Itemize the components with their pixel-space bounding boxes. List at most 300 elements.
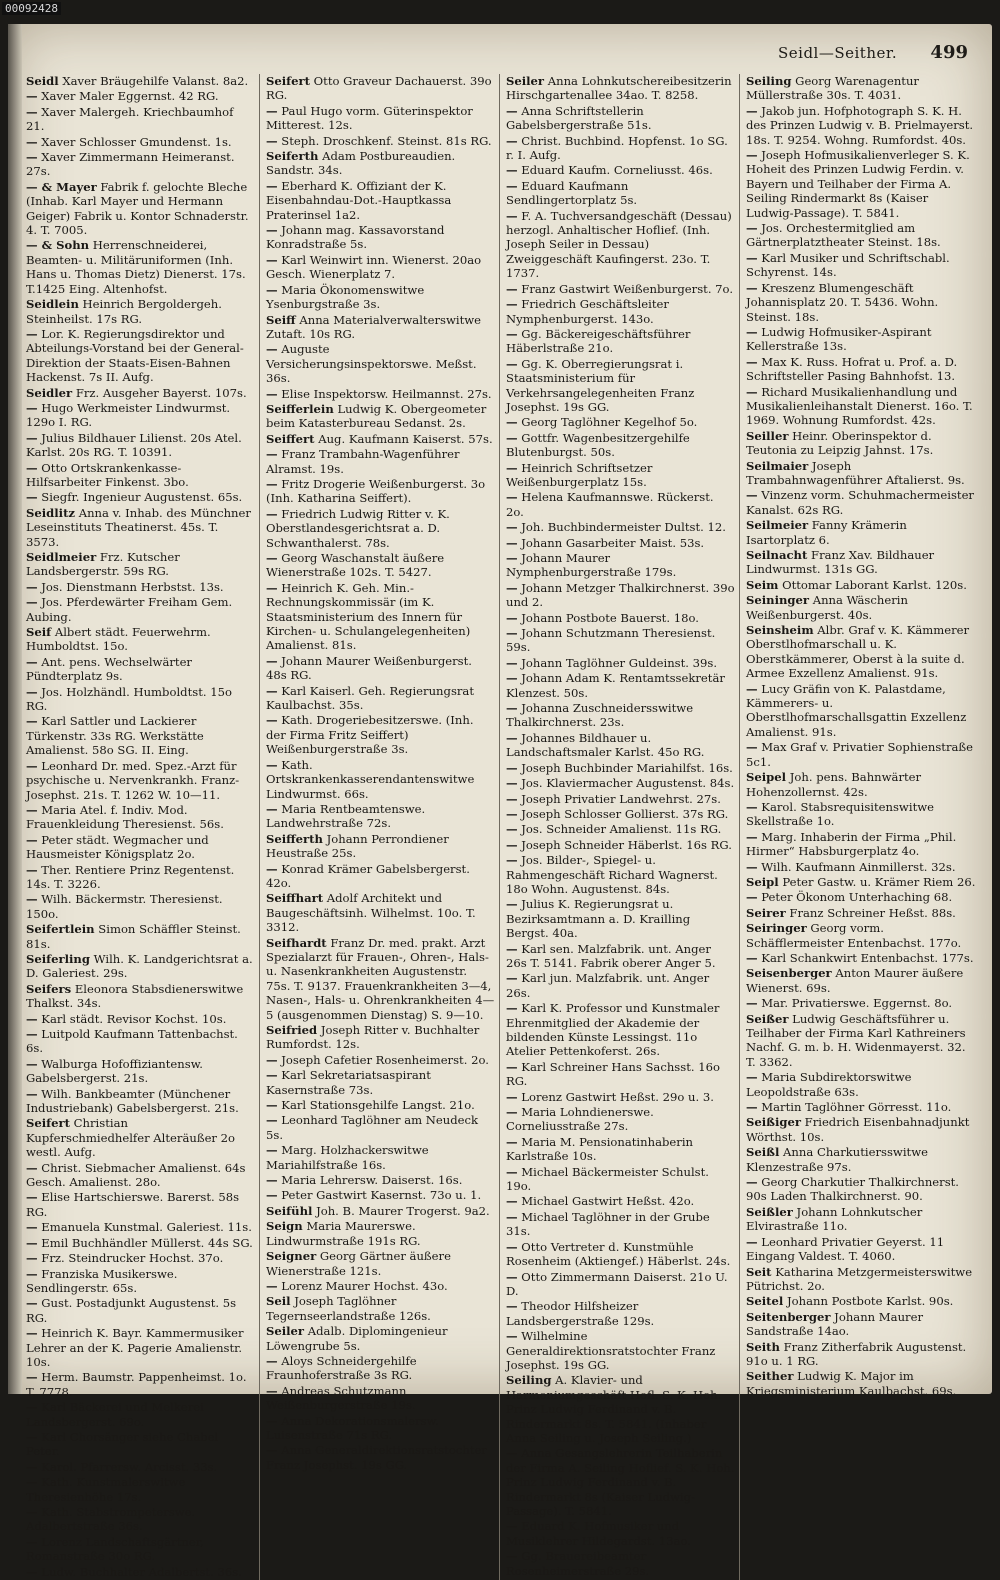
directory-entry <box>266 1173 495 1187</box>
entry-text: Kath. Drogeriebesitzerswe. (Inh. der Firma Fritz Seiffert) Weißenburgerstraße 3s. <box>266 713 474 757</box>
directory-entry <box>26 506 255 549</box>
entry-text: Karl Weinwirt inn. Wienerst. 20ao Gesch. Wienerplatz 7. <box>266 252 482 282</box>
entry-surname: — <box>506 1001 518 1016</box>
entry-surname: — <box>746 681 758 696</box>
entry-text: Maria Maurerswe. Lindwurmstraße 191s RG. <box>266 1219 421 1248</box>
directory-entry <box>266 1294 495 1323</box>
entry-text: Gg. Bäckereigeschäftsführer Häberlstraße 21o. <box>506 326 691 356</box>
directory-entry <box>506 1105 735 1134</box>
entry-surname: Seißer <box>746 1011 789 1026</box>
directory-entry <box>26 714 255 757</box>
directory-entry <box>746 1340 976 1369</box>
directory-entry <box>506 807 735 821</box>
directory-entry <box>506 611 735 625</box>
entry-text: Emil Buchhändler Müllerst. 44s SG. <box>37 1235 253 1250</box>
entry-text: Eleonora Stabsdienerswitwe Thalkst. 34s. <box>26 981 244 1011</box>
entry-surname: Seilmeier <box>746 518 809 533</box>
entry-text: Kreszenz Blumengeschäft Johannisplatz 20. T. 5436. Wohn. Steinst. 18s. <box>746 280 939 324</box>
directory-entry <box>746 429 976 458</box>
directory-entry <box>506 761 735 775</box>
directory-entry <box>506 792 735 806</box>
entry-text: Johann Maurer Nymphenburgerstraße 179s. <box>506 551 677 580</box>
entry-surname: — <box>506 1134 518 1149</box>
directory-entry <box>26 150 255 179</box>
entry-surname: — <box>506 1194 518 1209</box>
entry-text: Leonhard Taglöhner am Neudeck 5s. <box>266 1113 479 1142</box>
entry-text: Franz Gastwirt Weißenburgerst. 7o. <box>517 281 734 296</box>
entry-surname: Seifert <box>266 74 310 88</box>
directory-entry <box>506 1373 735 1445</box>
entry-surname: Seilmaier <box>746 458 809 473</box>
directory-entry <box>506 1165 735 1194</box>
column-4 <box>746 74 980 1580</box>
entry-text: Ther. Rentiere Prinz Regentenst. 14s. T. 3226. <box>26 862 235 891</box>
entry-surname: — <box>266 252 278 267</box>
entry-surname: — <box>26 1564 38 1579</box>
entry-text: Heinrich Bergoldergeh. Steinheilst. 17s RG. <box>26 297 222 326</box>
entry-text: Theodor Hilfsheizer Landsbergerstraße 129s. <box>506 1299 655 1328</box>
entry-surname: — <box>506 1519 518 1534</box>
directory-entry <box>746 221 976 250</box>
entry-text: Elise Inspektorsw. Heilmannst. 27s. <box>277 386 492 401</box>
entry-text: Anna Gesangslehrerin Teilhaberin der Firma A. Seiling Hoflief. S. K. Hoh. Prinz Ludwig Ferdinand v. B. Rindermarkt 8s (Kaiser Ludwig-Passage). T. 5841. <box>506 1446 735 1518</box>
directory-entry <box>26 1116 255 1159</box>
entry-text: Franz Zitherfabrik Augustenst. 91o u. 1 RG. <box>746 1339 967 1368</box>
entry-surname: Seifried <box>266 1023 318 1037</box>
entry-surname: — <box>266 653 278 668</box>
entry-surname: — <box>26 862 38 877</box>
directory-entry <box>26 1220 255 1234</box>
entry-surname: Seisenberger <box>746 966 832 981</box>
entry-text: Maria M. Pensionatinhaberin Karlstraße 10s. <box>506 1134 693 1164</box>
directory-entry <box>506 581 735 610</box>
entry-surname: — <box>506 1299 518 1314</box>
entry-text: Johann Schutzmann Theresienst. 59s. <box>506 626 716 655</box>
entry-text: Ludwig Hofmusiker-Aspirant Kellerstraße 13s. <box>746 324 932 354</box>
directory-entry <box>506 1210 735 1239</box>
directory-entry <box>266 1279 495 1293</box>
entry-surname: — <box>266 342 278 357</box>
entry-surname: — <box>506 1089 518 1104</box>
directory-entry <box>26 655 255 684</box>
directory-entry <box>26 952 255 981</box>
entry-text: Julius Bildhauer Lilienst. 20s Atel. Karlst. 20s RG. T. 10391. <box>26 430 242 460</box>
entry-text: Martin Taglöhner Görresst. 11o. <box>757 1100 952 1115</box>
entry-text: Anna Wäscherin Weißenburgerst. 40s. <box>746 593 908 622</box>
directory-entry <box>266 1113 495 1142</box>
entry-surname: — <box>26 1056 38 1071</box>
directory-entry <box>26 1296 255 1325</box>
directory-entry <box>26 1012 255 1026</box>
entry-text: Ludw. Buchhalter Adalbertst. 36s. <box>37 1564 242 1579</box>
entry-text: Joh. Buchbindermeister Dultst. 12. <box>517 520 726 535</box>
entry-surname: Seiller <box>746 428 789 443</box>
directory-entry <box>26 1057 255 1086</box>
directory-entry <box>266 891 495 934</box>
entry-text: Georg Charkutier Thalkirchnerst. 90s Laden Thalkirchnerst. 90. <box>746 1175 959 1204</box>
entry-surname: — <box>26 1534 38 1549</box>
directory-entry <box>266 1443 495 1472</box>
page-title: Seidl—Seither. <box>778 44 898 62</box>
directory-entry <box>266 654 495 683</box>
entry-text: Wilh. Bäckermstr. Theresienst. 150o. <box>26 892 223 921</box>
entry-surname: — <box>746 221 758 236</box>
entry-surname: — <box>26 579 38 594</box>
entry-surname: — <box>26 1400 38 1415</box>
directory-entry <box>266 684 495 713</box>
entry-surname: — <box>26 654 38 669</box>
entry-text: Johann Taglöhner Guldeinst. 39s. <box>517 655 718 670</box>
directory-entry <box>26 1251 255 1265</box>
entry-text: Mar. Privatierswe. Eggernst. 8o. <box>757 996 953 1011</box>
entry-text: Simon Schäffler Steinst. 81s. <box>26 922 241 951</box>
entry-text: Lucy Gräfin von K. Palastdame, Kämmerers- u. Oberstlhofmarschallsgattin Exzellenz Amalienst. 91s. <box>746 681 967 739</box>
entry-surname: Seigner <box>266 1249 317 1264</box>
entry-text: Lorenz Landschaftsgärtner, Romanstraße 30o RG. <box>26 1534 204 1564</box>
directory-entry <box>746 1369 976 1398</box>
directory-entry <box>746 1235 976 1264</box>
entry-surname: Seitenberger <box>746 1309 831 1324</box>
directory-entry <box>746 921 976 950</box>
entry-surname: Seißler <box>746 1204 793 1219</box>
directory-entry <box>266 1098 495 1112</box>
directory-entry <box>746 770 976 799</box>
entry-surname: Seinsheim <box>746 623 814 638</box>
entry-text: Peter Ökonom Unterhaching 68. <box>757 890 953 905</box>
entry-text: Karol. Pfarrersw. Arcisst. 33s. <box>37 1459 218 1474</box>
directory-entry <box>506 297 735 326</box>
directory-entry <box>26 180 255 238</box>
entry-text: Johannes Bildhauer u. Landschaftsmaler Karlst. 45o RG. <box>506 730 705 760</box>
entry-surname: — <box>26 1160 38 1175</box>
entry-surname: — <box>506 356 518 371</box>
directory-entry <box>266 1219 495 1248</box>
entry-surname: Seifferlein <box>266 401 334 416</box>
entry-text: Michael Gastwirt Heßst. 42o. <box>517 1194 695 1209</box>
directory-entry <box>266 1068 495 1097</box>
directory-entry <box>266 551 495 580</box>
entry-text: Wilhelmine Generaldirektionsratstochter Franz Josephst. 19s GG. <box>506 1329 716 1372</box>
entry-text: Kath. Ortskrankenkasserendantenswitwe Lindwurmst. 66s. <box>266 757 475 801</box>
directory-entry <box>506 942 735 971</box>
directory-entry <box>26 833 255 862</box>
entry-text: Helena Kaufmannswe. Rückerst. 2o. <box>506 490 714 519</box>
entry-surname: — <box>26 1326 38 1341</box>
directory-entry <box>506 282 735 296</box>
directory-entry <box>506 357 735 415</box>
entry-text: Christian Kupferschmiedhelfer Alteräußer 2o westl. Aufg. <box>26 1116 236 1160</box>
entry-text: Georg Taglöhner Kegelhof 5o. <box>517 415 698 430</box>
entry-text: Johann Perrondiener Heustraße 25s. <box>266 831 449 861</box>
directory-entry <box>26 297 255 326</box>
entry-surname: — <box>26 832 38 847</box>
entry-surname: — <box>26 892 38 907</box>
entry-surname: — <box>266 178 278 193</box>
entry-text: Anna Lohnkutschereibesitzerin Hirschgartenallee 34ao. T. 8258. <box>506 74 732 103</box>
directory-entry <box>266 1188 495 1202</box>
entry-surname: — <box>506 520 518 535</box>
directory-entry <box>266 1414 495 1443</box>
directory-entry <box>26 386 255 400</box>
entry-text: Jos. Klaviermacher Augustenst. 84s. <box>517 776 735 791</box>
entry-surname: — <box>506 971 518 986</box>
entry-surname: — <box>266 133 278 148</box>
directory-entry <box>506 776 735 790</box>
entry-surname: Seiler <box>506 74 545 88</box>
entry-surname: — <box>746 250 758 265</box>
entry-text: Jos. Orchestermitglied am Gärtnerplatztheater Steinst. 18s. <box>746 221 941 250</box>
directory-entry <box>746 890 976 904</box>
entry-text: Johann Metzger Thalkirchnerst. 39o und 2. <box>506 580 735 610</box>
entry-surname: — <box>266 683 278 698</box>
directory-entry <box>266 936 495 1022</box>
entry-surname: — <box>266 1052 278 1067</box>
entry-text: Albert städt. Feuerwehrm. Humboldtst. 15o. <box>26 625 211 654</box>
entry-surname: — <box>746 829 758 844</box>
directory-entry <box>266 862 495 891</box>
entry-surname: — <box>506 326 518 341</box>
entry-surname: — <box>266 1278 278 1293</box>
directory-entry <box>746 1100 976 1114</box>
entry-surname: — <box>506 610 518 625</box>
entry-surname: — <box>746 859 758 874</box>
entry-text: Karl jun. Malzfabrik. unt. Anger 26s. <box>506 971 710 1000</box>
directory-entry <box>266 432 495 446</box>
directory-entry <box>266 134 495 148</box>
entry-text: Max Graf v. Privatier Sophienstraße 5c1. <box>746 740 974 769</box>
entry-text: Franz Xav. Bildhauer Lindwurmst. 131s GG. <box>746 548 935 577</box>
page-number: 499 <box>930 42 968 63</box>
entry-surname: — <box>26 714 38 729</box>
entry-surname: — <box>746 799 758 814</box>
directory-entry <box>746 830 976 859</box>
entry-text: Gg. K. Oberregierungsrat i. Staatsministerium für Verkehrsangelegenheiten Franz Josephst. 19s GG. <box>506 356 695 414</box>
directory-entry <box>506 1446 735 1518</box>
entry-surname: — <box>746 488 758 503</box>
entry-surname: — <box>506 897 518 912</box>
directory-entry <box>506 520 735 534</box>
directory-entry <box>26 327 255 385</box>
entry-text: Johann Lohnkutscher Elvirastraße 11o. <box>746 1204 923 1234</box>
directory-entry <box>26 1190 255 1219</box>
entry-text: Luitpold Kaufmann Tattenbachst. 6s. <box>26 1027 238 1056</box>
entry-text: Jos. Holzhändl. Humboldtst. 15o RG. <box>26 684 232 714</box>
directory-entry <box>746 1294 976 1308</box>
directory-entry <box>26 105 255 134</box>
entry-surname: — <box>266 386 278 401</box>
entry-text: Xaver Schlosser Gmundenst. 1s. <box>37 134 232 149</box>
directory-entry <box>746 906 976 920</box>
entry-surname: — <box>506 776 518 791</box>
directory-entry <box>266 507 495 550</box>
entry-surname: — <box>506 415 518 430</box>
directory-entry <box>746 875 976 889</box>
entry-text: Andreas Schutzmann Weißenburgerstraße 19s. <box>266 1383 416 1413</box>
directory-entry <box>26 685 255 714</box>
entry-text: Aloys Schneidergehilfe Fraunhoferstraße 3s RG. <box>266 1353 417 1383</box>
entry-text: Johann Adam K. Rentamtssekretär Klenzest. 50s. <box>506 671 725 700</box>
directory-entry <box>266 447 495 476</box>
entry-text: Ludwig Geschäftsführer u. Teilhaber der Firma Karl Kathreiners Nachf. G. m. b. H. Widenmayerst. 32. T. 3362. <box>746 1011 966 1069</box>
directory-entry <box>266 253 495 282</box>
entry-surname: — <box>506 133 518 148</box>
entry-surname: — <box>26 1220 38 1235</box>
entry-text: Jos. Dienstmann Herbstst. 13s. <box>37 579 224 594</box>
entry-surname: — <box>746 890 758 905</box>
directory-entry <box>746 325 976 354</box>
directory-entry <box>26 803 255 832</box>
entry-surname: — <box>266 757 278 772</box>
directory-entry <box>746 1175 976 1204</box>
directory-entry <box>506 1270 735 1299</box>
directory-entry <box>746 996 976 1010</box>
entry-text: Johann Maurer Sandstraße 14ao. <box>746 1309 924 1339</box>
directory-entry <box>506 838 735 852</box>
entry-text: Otto Zimmermann Daiserst. 21o U. D. <box>506 1269 728 1298</box>
entry-surname: Seifers <box>26 981 72 996</box>
entry-text: Frz. Kutscher Landsbergerstr. 59s RG. <box>26 550 180 579</box>
directory-entry <box>26 595 255 624</box>
entry-text: Ludwig K. Major im Kriegsministerium Kaulbachst. 69s. <box>746 1369 957 1398</box>
directory-entry <box>746 1070 976 1099</box>
entry-surname: — <box>26 1475 38 1490</box>
entry-text: Leonhard Dr. med. Spez.-Arzt für psychische u. Nervenkrankh. Franz-Josephst. 21s. T. 1262 W. 10—11. <box>26 758 240 802</box>
entry-text: Georg Waschanstalt äußere Wienerstraße 102s. T. 5427. <box>266 551 445 580</box>
directory-entry <box>26 1505 255 1534</box>
directory-entry <box>266 1053 495 1067</box>
entry-text: Heinr. Oberinspektor d. Teutonia zu Leipzig Jahnst. 17s. <box>746 428 934 458</box>
entry-surname: — <box>506 1549 518 1564</box>
entry-surname: — <box>26 684 38 699</box>
entry-text: Herm. Baumstr. Pappenheimst. 1o. T. 7778. <box>26 1370 247 1399</box>
directory-entry <box>266 581 495 653</box>
directory-entry <box>746 682 976 740</box>
entry-surname: — <box>26 1370 38 1385</box>
entry-surname: — <box>506 1269 518 1284</box>
entry-text: Fabrik f. gelochte Bleche (Inhab. Karl Mayer und Hermann Geiger) Fabrik u. Kontor Schnaderstr. 4. T. 7005. <box>26 179 249 238</box>
entry-text: Wilh. K. Landgerichtsrat a. D. Galeriest. 29s. <box>26 951 253 981</box>
directory-entry <box>506 897 735 940</box>
entry-text: Johanna Zuschneidersswitwe Thalkirchnerst. 23s. <box>506 701 694 730</box>
entry-surname: — <box>266 282 278 297</box>
entry-text: Siegfr. Ingenieur Augustenst. 65s. <box>37 490 243 505</box>
entry-text: Jakob jun. Hofphotograph S. K. H. des Prinzen Ludwig v. B. Prielmayerst. 18s. T. 9254. Wohng. Rumfordst. 40s. <box>746 103 974 147</box>
directory-entry <box>506 822 735 836</box>
entry-surname: — <box>266 1413 278 1428</box>
entry-surname: — <box>506 178 518 193</box>
entry-surname: — <box>26 400 38 415</box>
directory-entry <box>26 759 255 802</box>
directory-entry <box>506 134 735 163</box>
directory-entry <box>506 731 735 760</box>
entry-surname: — <box>746 324 758 339</box>
directory-entry <box>746 355 976 384</box>
entry-text: F. A. Tuchversandgeschäft (Dessau) herzogl. Anhaltischer Hoflief. (Inh. Joseph Seiler in Dessau) Zweiggeschäft Kaufingerst. 23o. T. 1737. <box>506 208 732 281</box>
entry-text: Friedrich Eisenbahnadjunkt Wörthst. 10s. <box>746 1115 970 1144</box>
scan-id-label: 00092428 <box>2 2 61 15</box>
entry-text: Karl Bäckerei und Melkerei Landsbergerst. 69o. <box>26 1400 204 1429</box>
entry-surname: — <box>26 1266 38 1281</box>
directory-entry <box>506 1240 735 1269</box>
directory-entry <box>26 1430 255 1459</box>
entry-surname: Seißiger <box>746 1115 801 1130</box>
entry-text: Paul Hugo vorm. Güterinspektor Mitterest. 12s. <box>266 103 473 133</box>
entry-text: Joseph Taglöhner Tegernseerlandstraße 126s. <box>266 1294 431 1323</box>
entry-surname: Seit <box>746 1264 772 1279</box>
directory-entry <box>506 701 735 730</box>
entry-surname: — & Sohn <box>26 238 90 253</box>
entry-text: Kath. Kunstmalerswitwe Theresienhöhe 17s. <box>26 1475 186 1504</box>
directory-entry <box>746 281 976 324</box>
entry-surname: — <box>266 580 278 595</box>
directory-entry <box>26 1460 255 1474</box>
entry-surname: — <box>746 996 758 1011</box>
entry-text: Joseph Buchbinder Mariahilfst. 16s. <box>517 760 733 775</box>
column-3 <box>506 74 740 1580</box>
entry-surname: — <box>506 791 518 806</box>
directory-entry <box>506 671 735 700</box>
entry-surname: — <box>266 1113 278 1128</box>
entry-text: Ant. pens. Wechselwärter Pündterplatz 9s. <box>26 654 192 684</box>
entry-text: Heinrich K. Geh. Min.-Rechnungskommissär (im K. Staatsministerium des Innern für Kirchen- u. Schulangelegenheiten) Amalienst. 81s. <box>266 580 471 653</box>
directory-entry <box>746 1265 976 1294</box>
entry-surname: Seißl <box>746 1145 780 1160</box>
entry-surname: Seith <box>746 1339 780 1354</box>
directory-entry <box>506 1299 735 1328</box>
entry-surname: — <box>26 430 38 445</box>
entry-text: Joseph Cafetier Rosenheimerst. 2o. <box>277 1052 489 1067</box>
entry-surname: Seipel <box>746 770 787 785</box>
entry-text: Konrad Krämer Gabelsbergerst. 42o. <box>266 861 470 890</box>
binding-edge <box>8 24 22 1394</box>
directory-entry <box>26 135 255 149</box>
entry-text: Karl Kaiserl. Geh. Regierungsrat Kaulbachst. 35s. <box>266 683 475 713</box>
entry-surname: — <box>506 671 518 686</box>
entry-surname: — <box>266 223 278 238</box>
entry-text: Kath. Stabstrompeterswe. Adalbertstraße 36s. <box>26 1505 196 1534</box>
entry-surname: — <box>506 430 518 445</box>
directory-entry <box>506 431 735 460</box>
entry-surname: Seiferling <box>26 951 90 966</box>
entry-surname: Seifhardt <box>266 935 327 950</box>
entry-text: Gg. Brauereibeamter Rosenheimerstraße 29s. <box>506 1549 650 1578</box>
entry-text: Anna Generaldirektionsratstochter Franz Josephst. 19s GG. <box>266 1443 487 1472</box>
entry-text: Georg Warenagentur Müllerstraße 30s. T. 4031. <box>746 74 919 103</box>
entry-surname: Seipl <box>746 874 779 889</box>
entry-surname: — <box>746 950 758 965</box>
entry-text: Christ. Buchbind. Hopfenst. 1o SG. r. I. Aufg. <box>506 133 728 163</box>
directory-entry <box>26 892 255 921</box>
column-1 <box>26 74 260 1580</box>
entry-surname: — <box>506 490 518 505</box>
entry-surname: — <box>506 760 518 775</box>
directory-entry <box>26 550 255 579</box>
entry-text: Katharina Metzgermeisterswitwe Pütrichst. 2o. <box>746 1264 973 1293</box>
entry-surname: — <box>266 1143 278 1158</box>
entry-text: Fanny Krämerin Isartorplatz 6. <box>746 518 907 547</box>
entry-surname: — <box>506 853 518 868</box>
entry-surname: — <box>26 326 38 341</box>
entry-text: Karl K. Professor und Kunstmaler Ehrenmitglied der Akademie der bildenden Künste Lessingst. 11o Atelier Pettenkoferst. 26s. <box>506 1001 720 1059</box>
entry-text: Leonhard Privatier Geyerst. 11 Eingang Valdest. T. 4060. <box>746 1234 945 1264</box>
entry-text: Albr. Graf v. K. Kämmerer Oberstlhofmarschall u. K. Oberstkämmerer, Oberst à la suite d. Armee Exzellenz Amalienst. 91s. <box>746 623 970 681</box>
directory-entry <box>26 1535 255 1564</box>
entry-surname: Seif <box>26 625 52 640</box>
entry-text: Herrenschneiderei, Beamten- u. Militäruniformen (Inh. Hans u. Thomas Dietz) Dienerst. 17s. T.1425 Eing. Altenhofst. <box>26 238 246 296</box>
directory-entry <box>26 238 255 296</box>
entry-surname: Seininger <box>746 593 810 608</box>
directory-entry <box>746 104 976 147</box>
